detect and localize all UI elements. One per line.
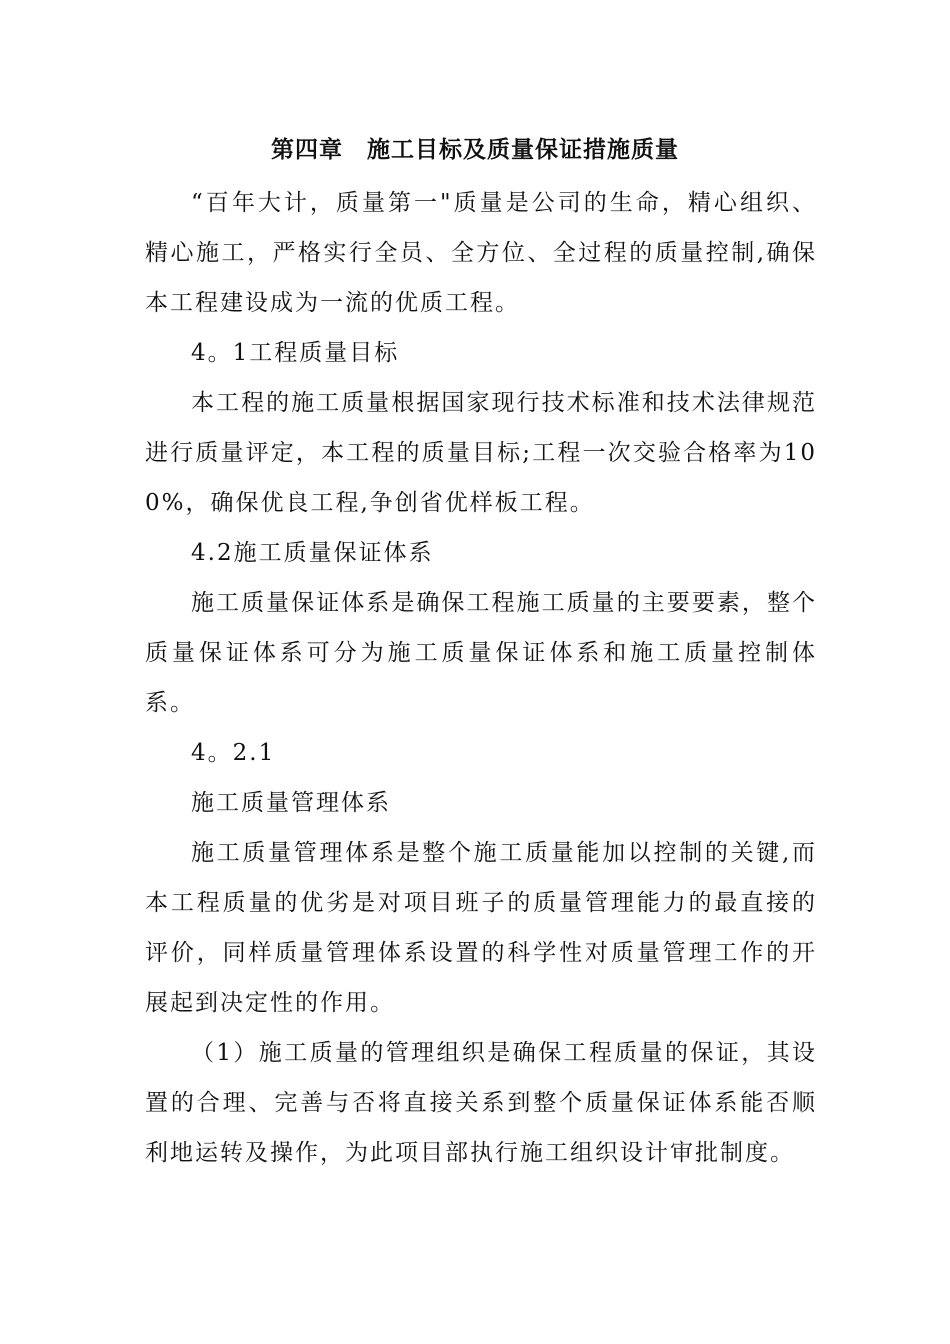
intro-paragraph: “百年大计，质量第一"质量是公司的生命，精心组织、精心施工，严格实行全员、全方位、全过程的质量控制,确保本工程建设成为一流的优质工程。 xyxy=(145,190,817,316)
section-heading-4-2-1-number: 4。2.1 xyxy=(191,740,276,766)
section-heading-4-2: 4.2施工质量保证体系 xyxy=(191,540,434,566)
section-heading-4-1: 4。1工程质量目标 xyxy=(191,340,400,366)
quality-target-paragraph: 本工程的施工质量根据国家现行技术标准和技术法律规范进行质量评定，本工程的质量目标;工程一次交验合格率为100%，确保优良工程,争创省优样板工程。 xyxy=(145,390,817,516)
chapter-title: 第四章 施工目标及质量保证措施质量 xyxy=(271,136,679,163)
management-organization-paragraph: （1）施工质量的管理组织是确保工程质量的保证，其设置的合理、完善与否将直接关系到整个质量保证体系能否顺利地运转及操作，为此项目部执行施工组织设计审批制度。 xyxy=(145,1040,817,1166)
section-heading-4-2-1-title: 施工质量管理体系 xyxy=(191,790,391,816)
document-body xyxy=(145,178,817,1178)
assurance-system-paragraph: 施工质量保证体系是确保工程施工质量的主要要素，整个质量保证体系可分为施工质量保证体系和施工质量控制体系。 xyxy=(145,590,817,716)
management-system-paragraph: 施工质量管理体系是整个施工质量能加以控制的关键,而本工程质量的优劣是对项目班子的质量管理能力的最直接的评价，同样质量管理体系设置的科学性对质量管理工作的开展起到决定性的作用。 xyxy=(145,840,817,1016)
